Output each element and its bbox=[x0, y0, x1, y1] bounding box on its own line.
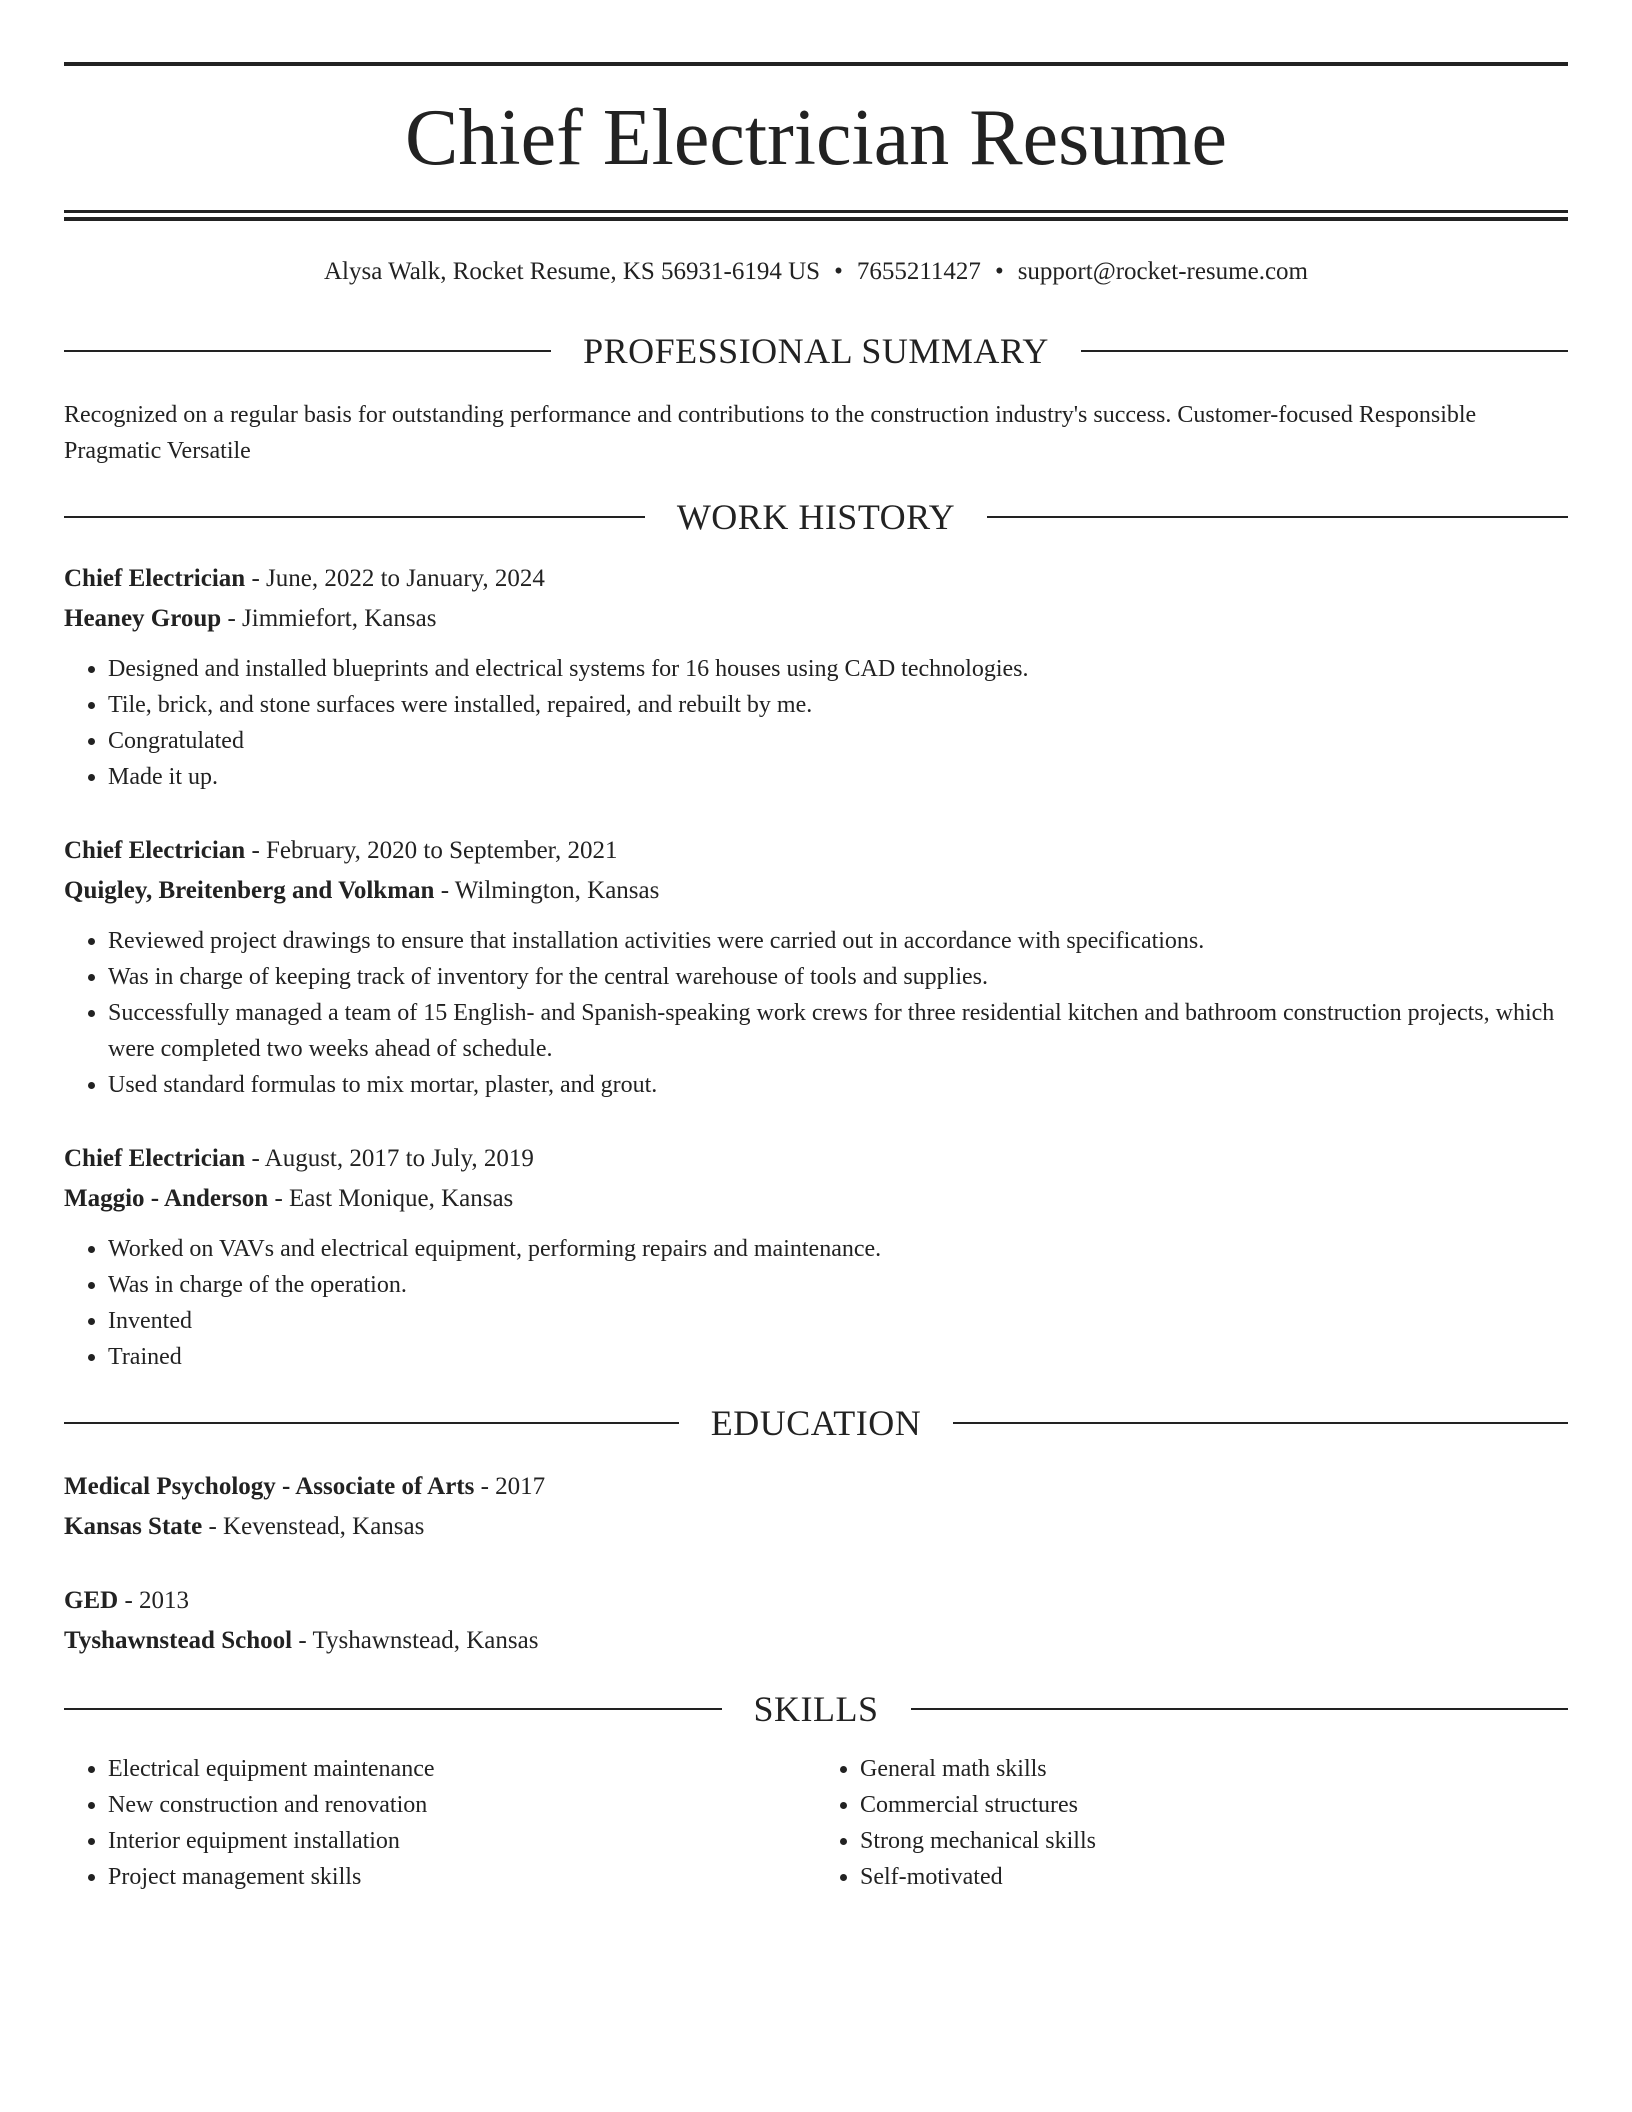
education-school: Tyshawnstead School bbox=[64, 1627, 293, 1654]
section-header-skills bbox=[64, 1689, 1568, 1729]
job-bullet: • Was in charge of the operation. bbox=[108, 1267, 1568, 1303]
education-year: - 2017 bbox=[474, 1473, 546, 1500]
section-title-summary: PROFESSIONAL SUMMARY bbox=[583, 331, 1049, 371]
education-school-line bbox=[64, 1621, 1568, 1661]
section-title-education: EDUCATION bbox=[710, 1403, 922, 1443]
skills-list-right bbox=[816, 1751, 1568, 1895]
job-bullets bbox=[64, 1231, 1568, 1375]
job-bullet: • Made it up. bbox=[108, 759, 1568, 795]
section-rule-right bbox=[1081, 350, 1568, 352]
contact-separator: • bbox=[994, 258, 1004, 285]
resume-page bbox=[64, 0, 1568, 1895]
education-school: Kansas State bbox=[64, 1513, 203, 1540]
job-title: Chief Electrician bbox=[64, 837, 246, 864]
education-location: - Kevenstead, Kansas bbox=[202, 1513, 425, 1540]
education-entry bbox=[64, 1467, 1568, 1547]
job-bullet: • Worked on VAVs and electrical equipment, performing repairs and maintenance. bbox=[108, 1231, 1568, 1267]
job-title: Chief Electrician bbox=[64, 1145, 246, 1172]
job-title: Chief Electrician bbox=[64, 565, 246, 592]
job-company-line bbox=[64, 599, 1568, 639]
skill-item: • Commercial structures bbox=[860, 1787, 1568, 1823]
job-dates: - August, 2017 to July, 2019 bbox=[245, 1145, 534, 1172]
skill-item: • Project management skills bbox=[108, 1859, 816, 1895]
job-title-line bbox=[64, 559, 1568, 599]
section-title-skills: SKILLS bbox=[753, 1689, 879, 1729]
section-rule-left bbox=[64, 350, 551, 352]
education-location: - Tyshawnstead, Kansas bbox=[292, 1627, 539, 1654]
title-double-rule bbox=[64, 210, 1568, 221]
section-rule-left bbox=[64, 1422, 679, 1424]
job-bullet: • Congratulated bbox=[108, 723, 1568, 759]
summary-text: Recognized on a regular basis for outstanding performance and contributions to the construction industry's success. Customer-focused Responsible Pragmatic Versatile bbox=[64, 402, 1477, 464]
job-bullet: • Invented bbox=[108, 1303, 1568, 1339]
contact-line bbox=[64, 257, 1568, 287]
section-rule-left bbox=[64, 1708, 722, 1710]
section-rule-left bbox=[64, 516, 645, 518]
job-bullets bbox=[64, 923, 1568, 1103]
job-dates: - June, 2022 to January, 2024 bbox=[245, 565, 545, 592]
job-entry bbox=[64, 559, 1568, 795]
job-company-line bbox=[64, 871, 1568, 911]
section-title-work: WORK HISTORY bbox=[676, 497, 956, 537]
education-school-line bbox=[64, 1507, 1568, 1547]
job-title-line bbox=[64, 831, 1568, 871]
job-entry bbox=[64, 1139, 1568, 1375]
job-location: - Jimmiefort, Kansas bbox=[221, 605, 437, 632]
job-location: - East Monique, Kansas bbox=[268, 1185, 514, 1212]
education-degree-line bbox=[64, 1467, 1568, 1507]
job-entry bbox=[64, 831, 1568, 1103]
skill-item: • Electrical equipment maintenance bbox=[108, 1751, 816, 1787]
education-degree-line bbox=[64, 1581, 1568, 1621]
education-year: - 2013 bbox=[118, 1587, 190, 1614]
section-rule-right bbox=[953, 1422, 1568, 1424]
section-header-education bbox=[64, 1403, 1568, 1443]
job-company: Heaney Group bbox=[64, 605, 222, 632]
education-degree: Medical Psychology - Associate of Arts bbox=[64, 1473, 475, 1500]
resume-title: Chief Electrician Resume bbox=[405, 94, 1227, 182]
job-company: Quigley, Breitenberg and Volkman bbox=[64, 877, 435, 904]
skill-item: • Strong mechanical skills bbox=[860, 1823, 1568, 1859]
job-company: Maggio - Anderson bbox=[64, 1185, 269, 1212]
job-dates: - February, 2020 to September, 2021 bbox=[245, 837, 618, 864]
contact-address: Alysa Walk, Rocket Resume, KS 56931-6194 US bbox=[323, 258, 821, 285]
job-bullet: • Successfully managed a team of 15 English- and Spanish-speaking work crews for three residential kitchen and bathroom construction projects, which were completed two weeks ahead of schedule. bbox=[108, 995, 1568, 1067]
skill-item: • General math skills bbox=[860, 1751, 1568, 1787]
job-title-line bbox=[64, 1139, 1568, 1179]
contact-phone: 7655211427 bbox=[856, 258, 981, 285]
job-bullets bbox=[64, 651, 1568, 795]
job-bullet: • Designed and installed blueprints and electrical systems for 16 houses using CAD technologies. bbox=[108, 651, 1568, 687]
job-bullet: • Tile, brick, and stone surfaces were installed, repaired, and rebuilt by me. bbox=[108, 687, 1568, 723]
section-rule-right bbox=[987, 516, 1568, 518]
skill-item: • Self-motivated bbox=[860, 1859, 1568, 1895]
job-bullet: • Reviewed project drawings to ensure that installation activities were carried out in accordance with specifications. bbox=[108, 923, 1568, 959]
contact-email: support@rocket-resume.com bbox=[1017, 258, 1308, 285]
section-header-work bbox=[64, 497, 1568, 537]
skills-list-left bbox=[64, 1751, 816, 1895]
education-entry bbox=[64, 1581, 1568, 1661]
top-rule bbox=[64, 62, 1568, 66]
job-bullet: • Trained bbox=[108, 1339, 1568, 1375]
skill-item: • New construction and renovation bbox=[108, 1787, 816, 1823]
job-bullet: • Was in charge of keeping track of inventory for the central warehouse of tools and supplies. bbox=[108, 959, 1568, 995]
job-location: - Wilmington, Kansas bbox=[434, 877, 660, 904]
job-company-line bbox=[64, 1179, 1568, 1219]
section-rule-right bbox=[911, 1708, 1569, 1710]
skill-item: • Interior equipment installation bbox=[108, 1823, 816, 1859]
job-bullet: • Used standard formulas to mix mortar, plaster, and grout. bbox=[108, 1067, 1568, 1103]
contact-separator: • bbox=[834, 258, 843, 285]
skills-columns bbox=[64, 1751, 1568, 1895]
section-header-summary bbox=[64, 331, 1568, 371]
education-degree: GED bbox=[64, 1587, 119, 1614]
